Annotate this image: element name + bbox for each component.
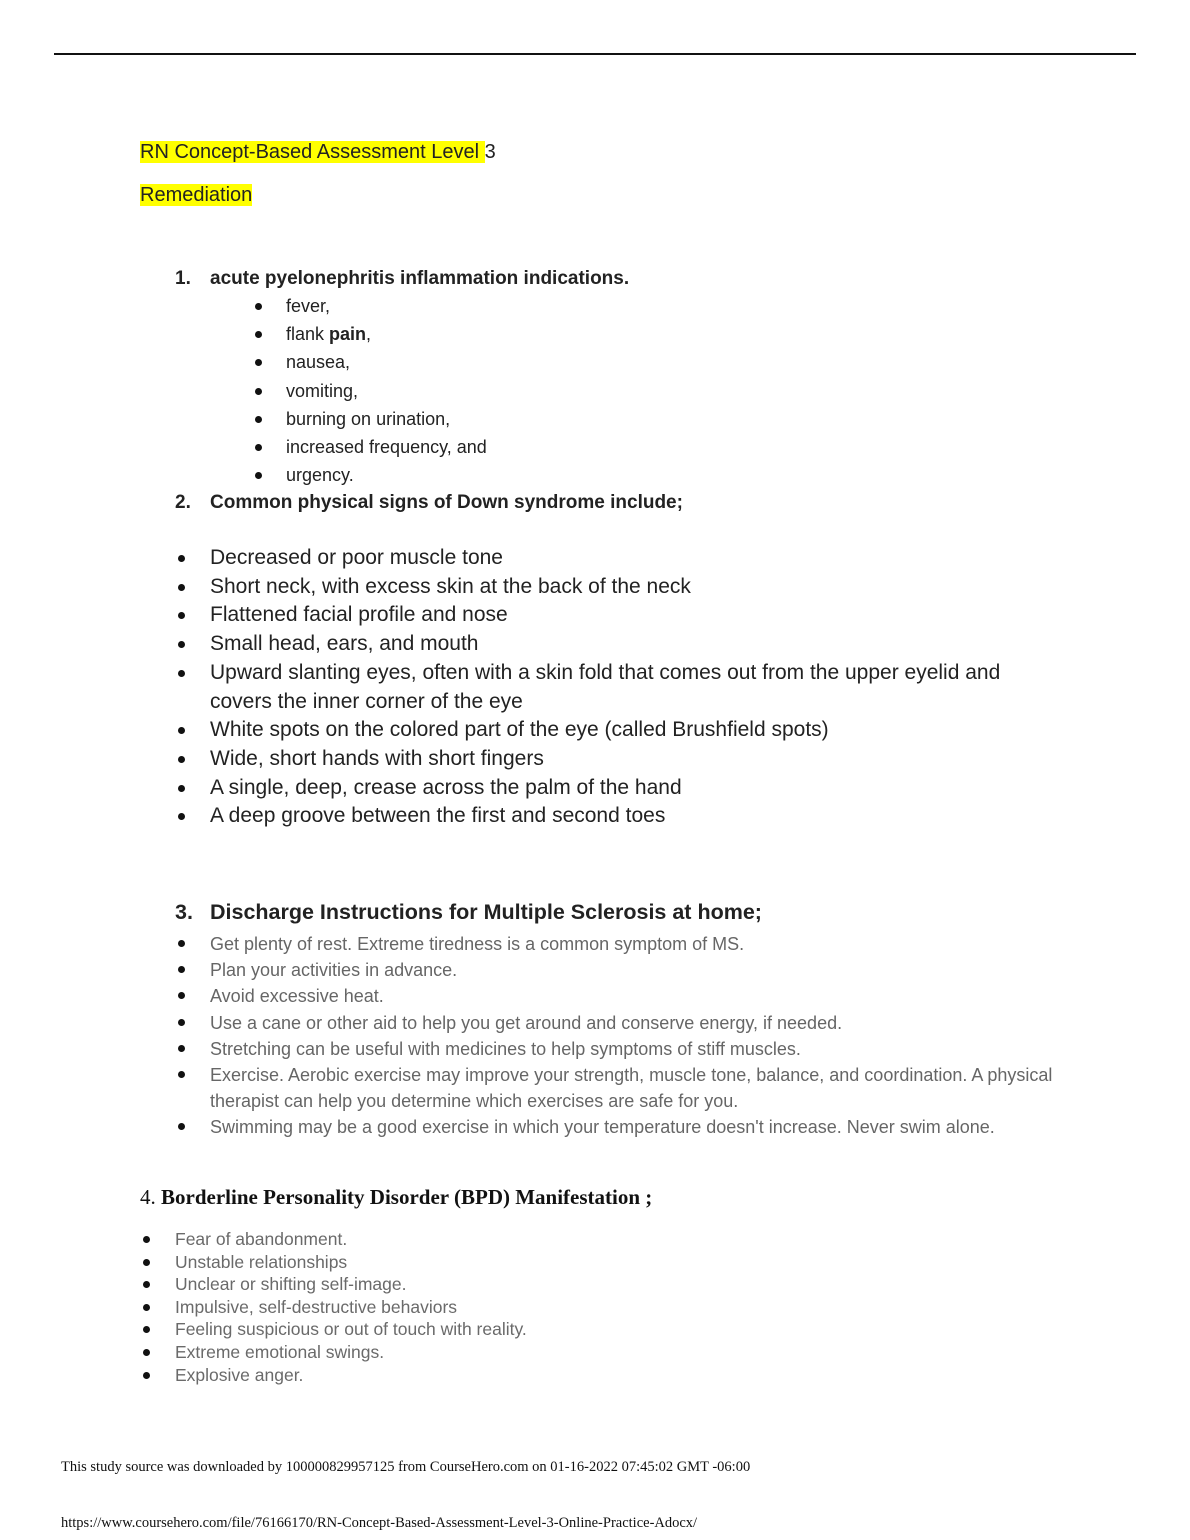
bullet-icon [178,727,185,734]
list-item-text: Avoid excessive heat. [210,986,384,1007]
list-item-punctuation: , [366,324,372,345]
bullet-icon [143,1236,150,1243]
list-item-text: flank [286,324,330,345]
bullet-icon [143,1281,150,1288]
list-item-emphasis: pain [329,324,367,345]
bullet-icon [178,612,185,619]
bullet-icon [143,1372,150,1379]
list-item [210,983,1060,1009]
bullet-icon [178,1071,185,1078]
bullet-icon [143,1259,150,1266]
list-item [210,1010,1060,1036]
list-item-text: Stretching can be useful with medicines to help symptoms of stiff muscles. [210,1038,801,1059]
document-title [140,139,496,165]
list-item-text: burning on urination, [286,408,451,429]
section-title: acute pyelonephritis inflammation indications. [210,268,630,289]
list-item [210,716,1050,745]
list-item-text: Unclear or shifting self-image. [175,1274,407,1295]
list-item-text: Get plenty of rest. Extreme tiredness is a common symptom of MS. [210,934,745,954]
list-item-text: Explosive anger. [175,1364,304,1385]
list-item [175,1296,527,1319]
list-item [210,1114,1060,1140]
bullet-icon [178,756,185,763]
list-item [210,544,1050,573]
list-item [210,802,1050,831]
section-4-heading [140,1184,652,1210]
section-1-list [286,292,487,489]
list-item-text: Decreased or poor muscle tone [210,546,503,569]
bullet-icon [255,444,262,451]
list-item-text: Impulsive, self-destructive behaviors [175,1296,458,1317]
section-number: 3. [175,900,193,924]
list-item [210,774,1050,803]
section-title: Discharge Instructions for Multiple Sclerosis at home; [210,900,762,924]
list-item-text: Upward slanting eyes, often with a skin fold that comes out from the upper eyelid and covers the inner corner of the eye [210,660,1001,713]
list-item-text: Feeling suspicious or out of touch with reality. [175,1319,527,1340]
section-title: Common physical signs of Down syndrome include; [210,492,683,513]
section-2-list [210,544,1050,831]
list-item-text: Fear of abandonment. [175,1229,348,1249]
list-item-text: Unstable relationships [175,1251,348,1272]
list-item [286,348,487,376]
list-item [286,405,487,433]
list-item [210,659,1050,716]
list-item-text: A single, deep, crease across the palm of the hand [210,775,682,799]
list-item [286,320,487,348]
list-item [286,292,487,320]
bullet-icon [255,388,262,395]
subtitle-text: Remediation [140,184,253,206]
bullet-icon [178,1123,185,1130]
list-item-text: fever, [286,296,331,316]
list-item-text: Extreme emotional swings. [175,1341,385,1362]
bullet-icon [143,1349,150,1356]
bullet-icon [178,940,185,947]
list-item [286,461,487,489]
bullet-icon [178,992,185,999]
section-number: 1. [175,268,191,289]
list-item [210,1036,1060,1062]
section-4-list [175,1228,527,1386]
section-2-heading [175,491,683,515]
list-item [210,957,1060,983]
list-item [286,377,487,405]
section-number: 4. [140,1185,161,1209]
bullet-icon [178,966,185,973]
list-item-text: Wide, short hands with short fingers [210,746,544,770]
list-item [175,1251,527,1274]
list-item-text: Exercise. Aerobic exercise may improve your strength, muscle tone, balance, and coordination. A physical therapist can help you determine which exercises are safe for you. [210,1065,1053,1112]
list-item [210,745,1050,774]
list-item-text: vomiting, [286,380,359,401]
bullet-icon [143,1326,150,1333]
list-item [175,1318,527,1341]
bullet-icon [255,303,262,310]
list-item [175,1273,527,1296]
document-subtitle [140,182,252,208]
bullet-icon [178,670,185,677]
bullet-icon [255,331,262,338]
list-item-text: Small head, ears, and mouth [210,632,479,656]
bullet-icon [178,1019,185,1026]
bullet-icon [255,359,262,366]
bullet-icon [178,1045,185,1052]
list-item-text: increased frequency, and [286,437,487,458]
list-item [210,931,1060,957]
download-note: This study source was downloaded by 100000829957125 from CourseHero.com on 01-16-2022 07:45:02 GMT -06:00 [61,1459,751,1475]
list-item [175,1364,527,1387]
header-rule [54,53,1136,55]
bullet-icon [178,785,185,792]
bullet-icon [178,813,185,820]
list-item-text: Flattened facial profile and nose [210,603,508,627]
list-item-text: Short neck, with excess skin at the back of the neck [210,574,691,598]
bullet-icon [178,641,185,648]
section-3-heading [175,899,762,925]
list-item-text: A deep groove between the first and second toes [210,804,666,828]
section-number: 2. [175,492,191,513]
bullet-icon [255,472,262,479]
bullet-icon [255,416,262,423]
list-item [286,433,487,461]
list-item [175,1341,527,1364]
list-item [210,573,1050,602]
title-level: 3 [484,141,496,163]
list-item-text: Plan your activities in advance. [210,960,458,981]
list-item [210,601,1050,630]
list-item-text: Swimming may be a good exercise in which your temperature doesn't increase. Never swim alone. [210,1117,995,1138]
bullet-icon [178,584,185,591]
title-highlighted: RN Concept-Based Assessment Level [140,141,485,163]
list-item-text: White spots on the colored part of the eye (called Brushfield spots) [210,718,829,742]
section-title: Borderline Personality Disorder (BPD) Manifestation ; [161,1185,653,1209]
bullet-icon [143,1304,150,1311]
source-url[interactable]: https://www.coursehero.com/file/76166170/RN-Concept-Based-Assessment-Level-3-Online-Practice-Adocx/ [61,1515,698,1531]
list-item-text: Use a cane or other aid to help you get around and conserve energy, if needed. [210,1012,843,1033]
section-1-heading [175,267,629,291]
list-item [175,1228,527,1251]
bullet-icon [178,555,185,562]
section-3-list [210,931,1060,1141]
list-item [210,1062,1060,1114]
list-item-text: nausea, [286,352,351,373]
list-item [210,630,1050,659]
list-item-text: urgency. [286,465,354,486]
